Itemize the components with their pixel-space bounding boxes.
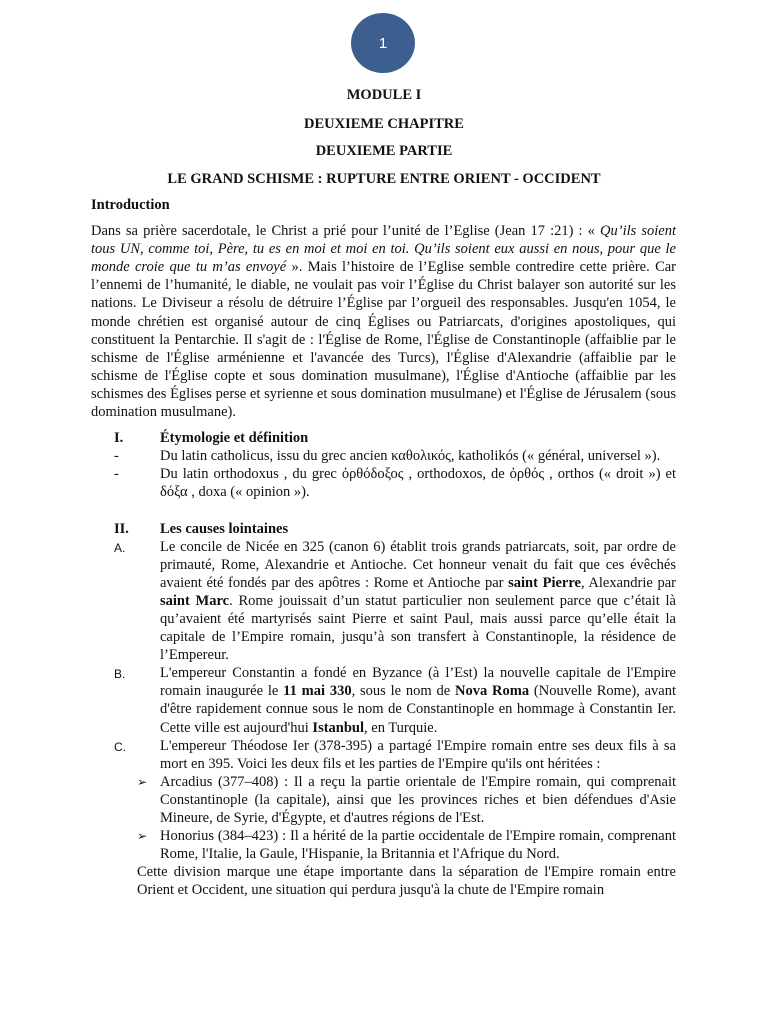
module-heading: MODULE I — [346, 87, 422, 103]
list-item — [91, 447, 676, 465]
arrow-bullet-icon: ➢ — [137, 829, 148, 844]
list-item-text: Du latin orthodoxus , du grec ὀρθόδοξος , orthodoxos, de ὀρθός , orthos (« droit ») et δόξα , doxa (« opinion »). — [160, 466, 676, 501]
section-1-title: Étymologie et définition — [160, 430, 309, 447]
bold-saint-pierre: saint Pierre — [508, 574, 581, 591]
bold-saint-marc: saint Marc — [160, 592, 230, 609]
cause-b-text — [160, 664, 676, 736]
bold-nova-roma: Nova Roma — [455, 683, 530, 700]
dash-bullet: - — [114, 466, 119, 483]
section-2-number: II. — [114, 520, 129, 537]
intro-text-rest: ». Mais l’histoire de l’Eglise semble contredire cette prière. Car l’ennemi de l’humanité, le diable, ne voulait pas voir l’Église du Christ balayer son autorité sur les nations. Le Diviseur a résolu de détruire l’Église par l’orgueil des responsables. Jusqu'en 1054, le monde chrétien est organisé autour de cinq Églises ou Patriarcats, d'origines apostoliques, qui constituent la Pentarchie. Il s'agit de : l'Église de Rome, l'Église de Constantinople (affaiblie par le schisme de l'Église arménienne et l'avancée des Turcs), l'Église d'Alexandrie (affaiblie par le schisme de l'Église copte et sous domination musulmane), l'Église d'Antioche (affaiblie par les schismes des Églises perse et syrienne et sous domination musulmane) et l'Église de Jérusalem (sous domination musulmane). — [91, 259, 677, 421]
cause-a — [91, 538, 676, 665]
section-1-number: I. — [114, 430, 124, 447]
text-segment: Le concile de Nicée en 325 (canon 6) établit trois grands patriarcats, soit, par ordre de primauté, Rome, Alexandrie et Antioche. Cet honneur venait du fait que ces évêchés avaient été fondés par des apôtres : Rome et Antioche par — [160, 538, 676, 591]
page-title: LE GRAND SCHISME : RUPTURE ENTRE ORIENT - OCCIDENT — [167, 171, 601, 187]
document-body — [91, 196, 676, 899]
cause-b-marker: B. — [114, 667, 126, 682]
cause-c-conclusion: Cette division marque une étape importante dans la séparation de l'Empire romain entre Orient et Occident, une situation qui perdura jusqu'à la chute de l'Empire romain — [137, 864, 676, 899]
list-item — [91, 465, 676, 501]
chapter-heading: DEUXIEME CHAPITRE — [304, 116, 464, 132]
introduction-paragraph — [91, 222, 676, 421]
text-segment: , Alexandrie par — [580, 574, 676, 591]
cause-c-marker: C. — [114, 739, 126, 754]
cause-c — [91, 737, 676, 773]
list-item-text: Honorius (384–423) : Il a hérité de la partie occidentale de l'Empire romain, comprenant Rome, l'Italie, la Gaule, l'Hispanie, la Britannia et l'Afrique du Nord. — [160, 828, 676, 863]
text-segment: , en Turquie. — [364, 719, 438, 736]
intro-quote: Qu’ils soient tous UN, comme toi, Père, tu es en moi et moi en toi. Qu’ils soient eux aussi en nous, pour que le monde croie que tu m’as envoyé — [91, 223, 676, 276]
intro-text-start: Dans sa prière sacerdotale, le Christ a prié pour l’unité de l’Eglise (Jean 17 :21) : « — [91, 223, 601, 240]
bold-istanbul: Istanbul — [312, 719, 365, 736]
list-item — [137, 827, 676, 863]
text-segment: L'empereur Constantin a fondé en Byzance (à l’Est) la nouvelle capitale de l'Empire romain inaugurée le — [160, 665, 676, 700]
section-2-heading — [91, 520, 676, 538]
cause-b — [91, 664, 676, 736]
list-item — [137, 773, 676, 827]
section-1-heading — [91, 429, 676, 447]
page-number-badge — [351, 13, 415, 73]
bold-date: 11 mai 330 — [283, 683, 352, 700]
dash-bullet: - — [114, 448, 119, 465]
list-item-text: Du latin catholicus, issu du grec ancien καθολικός, katholikós (« général, universel »). — [160, 448, 661, 465]
cause-c-text: L'empereur Théodose Ier (378-395) a partagé l'Empire romain entre ses deux fils à sa mort en 395. Voici les deux fils et les parties de l'Empire qu'ils ont héritées : — [160, 737, 676, 772]
section-2-title: Les causes lointaines — [160, 520, 289, 537]
cause-a-text — [160, 538, 676, 665]
cause-a-marker: A. — [114, 540, 126, 555]
list-item-text: Arcadius (377–408) : Il a reçu la partie orientale de l'Empire romain, qui comprenait Constantinople (la capitale), ainsi que les provinces riches et bien défendues d'Asie Mineure, de Syrie, d'Égypte, et d'autres régions de l'Est. — [160, 773, 676, 826]
arrow-bullet-icon: ➢ — [137, 774, 148, 789]
page-number: 1 — [378, 34, 388, 52]
introduction-title: Introduction — [91, 197, 170, 213]
part-heading: DEUXIEME PARTIE — [315, 143, 453, 159]
text-segment: (Nouvelle Rome), avant d'être rapidement connue sous le nom de Constantinople en hommage à Constantin Ier. Cette ville est aujourd'hui — [160, 683, 677, 736]
text-segment: , sous le nom de — [351, 683, 456, 700]
text-segment: . Rome jouissait d’un statut particulier non seulement parce que c’était là qu’avaient été martyrisés saint Pierre et saint Paul, mais aussi parce qu’elle était la capitale de l’Empire romain, jusqu’à son transfert à Constantinople, la résidence de l’Empereur. — [160, 592, 676, 664]
